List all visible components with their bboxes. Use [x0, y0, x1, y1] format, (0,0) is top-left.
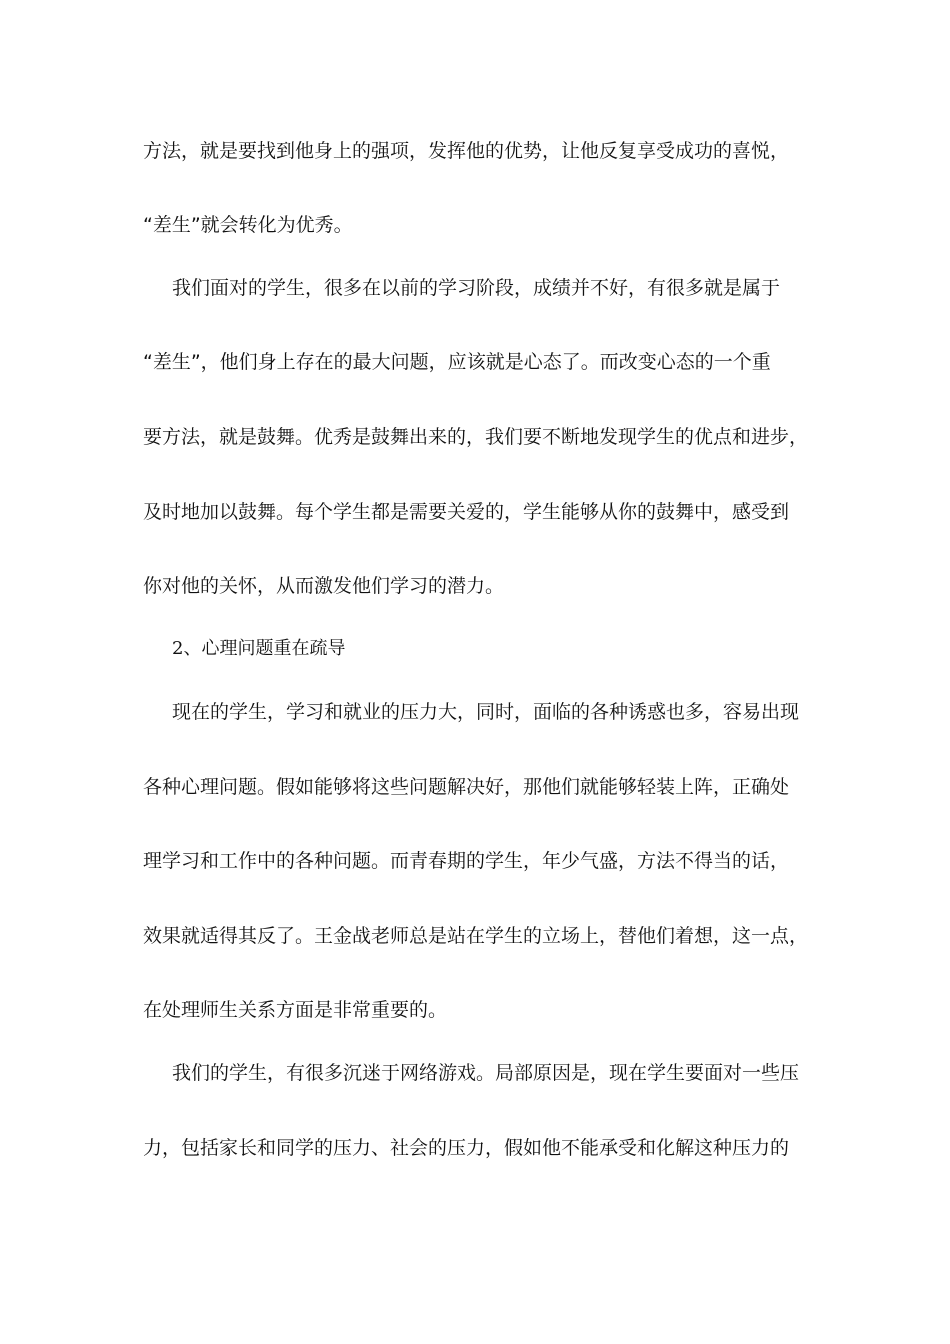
paragraph-line: “差生”就会转化为优秀。 [143, 214, 353, 236]
paragraph-line: 方法，就是要找到他身上的强项，发挥他的优势，让他反复享受成功的喜悦， [143, 140, 790, 162]
paragraph-line: 及时地加以鼓舞。每个学生都是需要关爱的，学生能够从你的鼓舞中，感受到 [143, 501, 790, 523]
section-heading: 2、心理问题重在疏导 [172, 638, 346, 659]
paragraph-line: 我们面对的学生，很多在以前的学习阶段，成绩并不好，有很多就是属于 [172, 277, 781, 299]
paragraph-line: 你对他的关怀，从而激发他们学习的潜力。 [143, 575, 505, 597]
paragraph-line: 要方法，就是鼓舞。优秀是鼓舞出来的，我们要不断地发现学生的优点和进步， [143, 426, 809, 448]
paragraph-line: 各种心理问题。假如能够将这些问题解决好，那他们就能够轻装上阵，正确处 [143, 776, 790, 798]
paragraph-line: 在处理师生关系方面是非常重要的。 [143, 999, 448, 1021]
paragraph-line: 现在的学生，学习和就业的压力大，同时，面临的各种诱惑也多，容易出现 [172, 701, 800, 723]
paragraph-line: 效果就适得其反了。王金战老师总是站在学生的立场上，替他们着想，这一点， [143, 925, 809, 947]
paragraph-line: 我们的学生，有很多沉迷于网络游戏。局部原因是，现在学生要面对一些压 [172, 1062, 800, 1084]
paragraph-line: 力，包括家长和同学的压力、社会的压力，假如他不能承受和化解这种压力的 [143, 1137, 790, 1159]
paragraph-line: “差生”，他们身上存在的最大问题，应该就是心态了。而改变心态的一个重 [143, 351, 771, 373]
paragraph-line: 理学习和工作中的各种问题。而青春期的学生，年少气盛，方法不得当的话， [143, 850, 790, 872]
